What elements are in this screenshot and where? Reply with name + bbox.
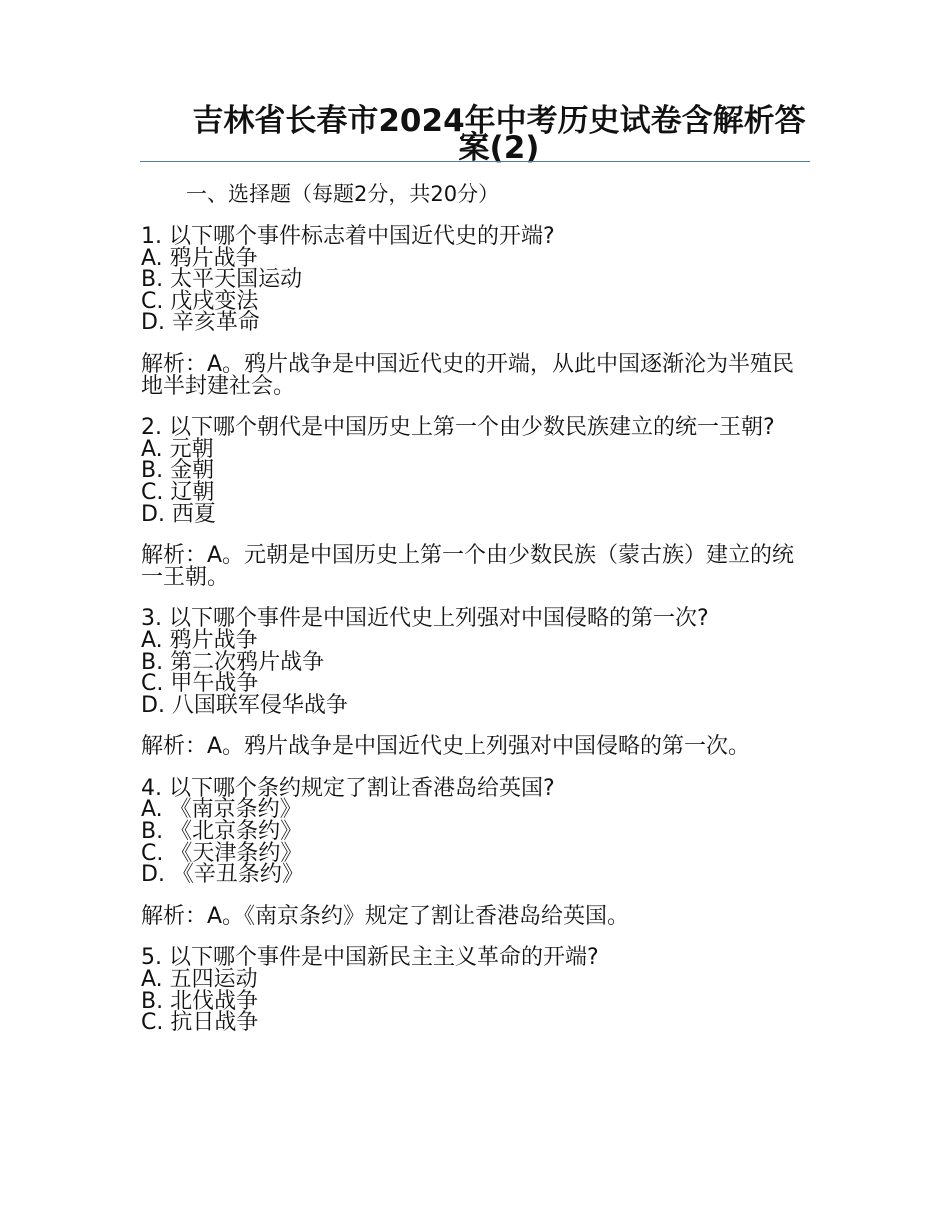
analysis-3: 解析：A。鸦片战争是中国近代史上列强对中国侵略的第一次。 — [141, 734, 751, 760]
option-b: B. 金朝 — [141, 458, 215, 484]
question-list — [141, 226, 816, 1054]
option-b: B. 北伐战争 — [141, 988, 259, 1014]
option-a: A. 五四运动 — [141, 967, 258, 993]
option-b: B. 太平天国运动 — [141, 267, 303, 293]
option-b: B. 第二次鸦片战争 — [141, 649, 325, 675]
question-text: 1. 以下哪个事件标志着中国近代史的开端? — [141, 224, 555, 249]
option-c: C. 抗日战争 — [141, 1010, 259, 1036]
option-a: A. 元朝 — [141, 436, 214, 462]
option-d: D. 辛亥革命 — [141, 310, 260, 336]
option-a: A. 鸦片战争 — [141, 245, 258, 271]
option-c: C. 《天津条约》 — [141, 840, 303, 866]
question-text: 2. 以下哪个朝代是中国历史上第一个由少数民族建立的统一王朝? — [141, 415, 775, 441]
analysis-1: 解析：A。鸦片战争是中国近代史的开端，从此中国逐渐沦为半殖民地半封建社会。 — [141, 351, 795, 399]
option-d: D. 西夏 — [141, 501, 216, 527]
option-c: C. 辽朝 — [141, 479, 215, 505]
question-text: 4. 以下哪个条约规定了割让香港岛给英国? — [141, 775, 555, 801]
question-4 — [141, 775, 816, 888]
analysis-2: 解析：A。元朝是中国历史上第一个由少数民族（蒙古族）建立的统一王朝。 — [141, 543, 795, 590]
question-5 — [141, 945, 816, 1036]
option-d: D. 《辛丑条约》 — [141, 862, 304, 888]
title-underline — [140, 161, 810, 162]
document-title: 吉林省长春市2024年中考历史试卷含解析答案(2) — [192, 103, 806, 166]
question-1 — [141, 226, 816, 334]
option-d: D. 八国联军侵华战争 — [141, 692, 348, 718]
option-a: A. 《南京条约》 — [141, 797, 302, 823]
section-heading: 一、选择题（每题2分，共20分） — [186, 182, 500, 206]
option-b: B. 《北京条约》 — [141, 819, 303, 845]
option-a: A. 鸦片战争 — [141, 627, 258, 653]
option-c: C. 甲午战争 — [141, 671, 259, 697]
question-3 — [141, 608, 816, 716]
question-text: 5. 以下哪个事件是中国新民主主义革命的开端? — [141, 945, 599, 971]
option-c: C. 戊戌变法 — [141, 288, 259, 314]
analysis-4: 解析：A。《南京条约》规定了割让香港岛给英国。 — [141, 903, 630, 929]
document-title-block — [140, 103, 810, 166]
question-text: 3. 以下哪个事件是中国近代史上列强对中国侵略的第一次? — [141, 606, 709, 632]
question-2 — [141, 417, 816, 525]
